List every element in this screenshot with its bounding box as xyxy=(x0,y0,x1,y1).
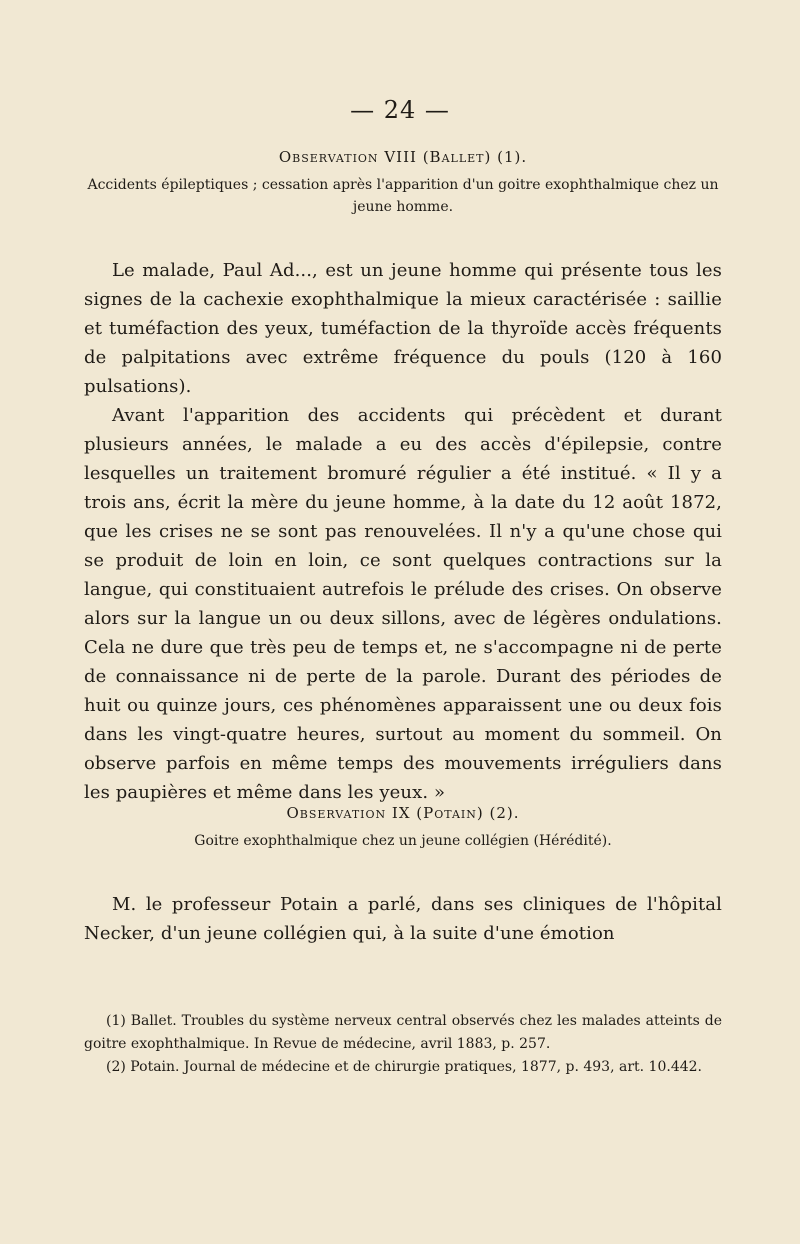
page-number: — 24 — xyxy=(350,96,450,124)
observation-9-paragraph: M. le professeur Potain a parlé, dans ses cliniques de l'hôpital Necker, d'un jeune collégien qui, à la suite d'une émotion xyxy=(84,894,722,944)
footnote-2: (2) Potain. Journal de médecine et de chirurgie pratiques, 1877, p. 493, art. 10.442. xyxy=(106,1059,702,1075)
observation-8-body xyxy=(84,256,722,807)
footnotes xyxy=(84,1010,722,1079)
observation-9-subtitle: Goitre exophthalmique chez un jeune collégien (Hérédité). xyxy=(194,833,612,849)
observation-9-body xyxy=(84,890,722,948)
observation-8-subtitle: Accidents épileptiques ; cessation après l'apparition d'un goitre exophthalmique chez un jeune homme. xyxy=(87,177,719,215)
footnote-1: (1) Ballet. Troubles du système nerveux central observés chez les malades atteints de goitre exophthalmique. In Revue de médecine, avril 1883, p. 257. xyxy=(84,1013,722,1052)
observation-9-title: Observation IX (Potain) (2). xyxy=(286,804,520,822)
observation-8-title: Observation VIII (Ballet) (1). xyxy=(278,148,528,166)
observation-9-header xyxy=(84,804,722,852)
observation-8-paragraph-2: Avant l'apparition des accidents qui précèdent et durant plusieurs années, le malade a eu des accès d'épilepsie, contre lesquelles un traitement bromuré régulier a été institué. « Il y a trois ans, écrit la mère du jeune homme, à la date du 12 août 1872, que les crises ne se sont pas renouvelées. Il n'y a qu'une chose qui se produit de loin en loin, ce sont quelques contractions sur la langue, qui constituaient autrefois le prélude des crises. On observe alors sur la langue un ou deux sillons, avec de légères ondulations. Cela ne dure que très peu de temps et, ne s'accompagne ni de perte de connaissance ni de perte de la parole. Durant des périodes de huit ou quinze jours, ces phénomènes apparaissent une ou deux fois dans les vingt-quatre heures, surtout au moment du sommeil. On observe parfois en même temps des mouvements irréguliers dans les paupières et même dans les yeux. » xyxy=(84,405,722,803)
observation-8-paragraph-1: Le malade, Paul Ad..., est un jeune homme qui présente tous les signes de la cachexie exophthalmique la mieux caractérisée : saillie et tuméfaction des yeux, tuméfaction de la thyroïde accès fréquents de palpitations avec extrême fréquence du pouls (120 à 160 pulsations). xyxy=(84,260,722,397)
observation-8-header xyxy=(84,148,722,218)
